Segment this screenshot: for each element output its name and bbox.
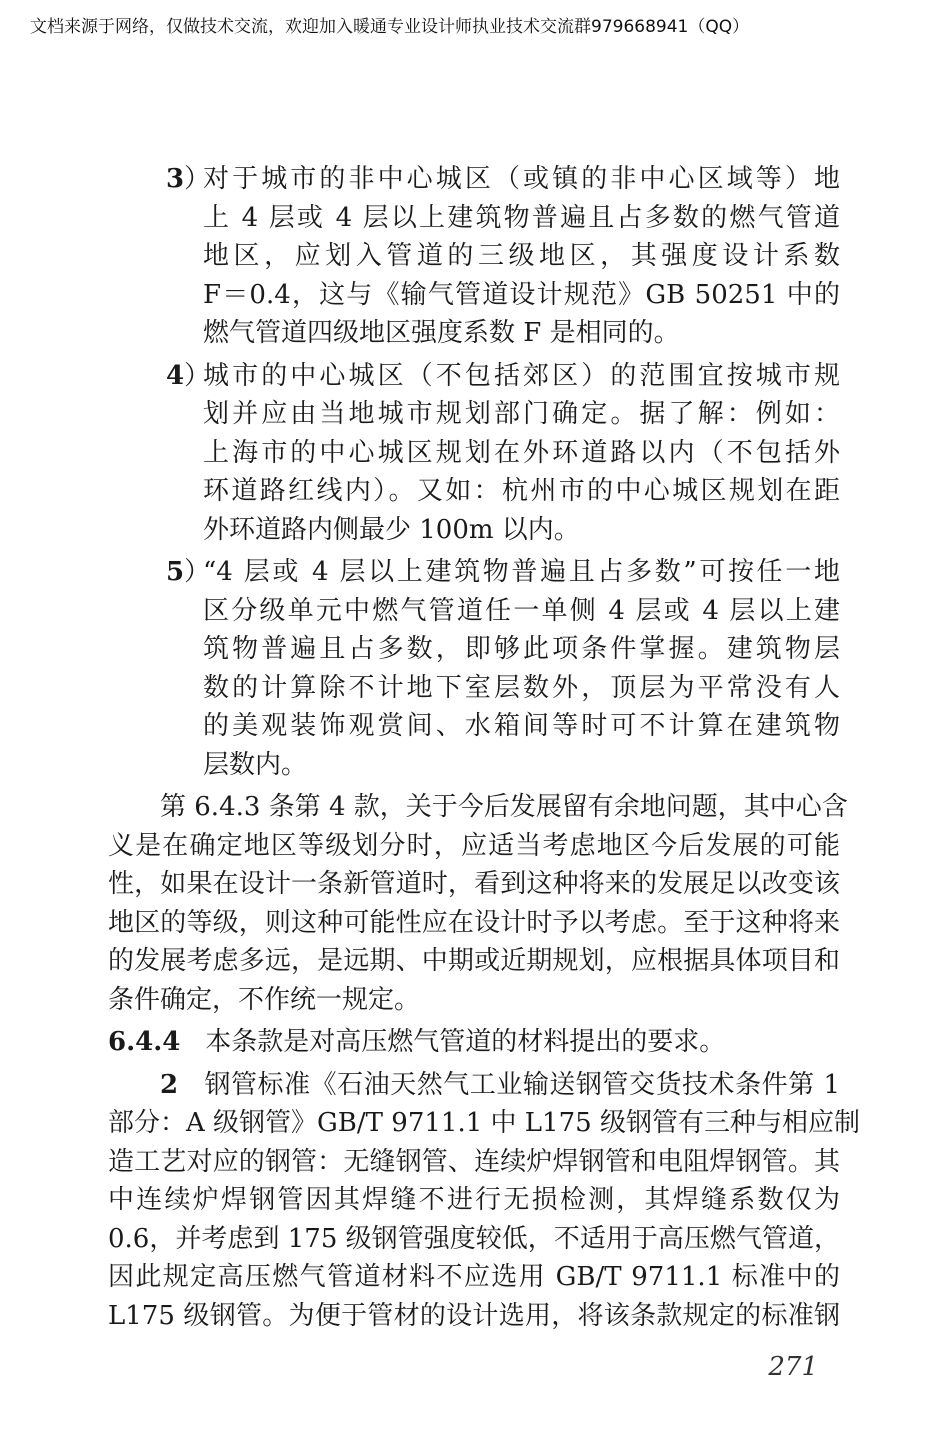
text-line: 筑物普遍且占多数，即够此项条件掌握。建筑物层 — [203, 634, 840, 664]
text-line: 上 4 层或 4 层以上建筑物普遍且占多数的燃气管道 — [203, 202, 840, 233]
text-line: 中连续炉焊钢管因其焊缝不进行无损检测，其焊缝系数仅为 — [108, 1185, 840, 1215]
text-line: 对于城市的非中心城区（或镇的非中心区域等）地 — [203, 164, 840, 194]
text-line: 0.6，并考虑到 175 级钢管强度较低，不适用于高压燃气管道， — [108, 1223, 840, 1254]
clause-2 — [108, 1066, 860, 1336]
text-line: 地区的等级，则这种可能性应在设计时予以考虑。至于这种将来 — [108, 907, 840, 938]
text-line: 外环道路内侧最少 100m 以内。 — [203, 514, 580, 545]
text-line: F＝0.4，这与《输气管道设计规范》GB 50251 中的 — [203, 279, 840, 310]
text-line: 数的计算除不计地下室层数外，顶层为平常没有人 — [203, 672, 840, 703]
text-line: 义是在确定地区等级划分时，应适当考虑地区今后发展的可能 — [108, 830, 840, 861]
page-number: 271 — [768, 1352, 818, 1382]
list-item-number: 4） — [166, 360, 211, 391]
header-watermark-note: 文档来源于网络，仅做技术交流，欢迎加入暖通专业设计师执业技术交流群979668941（QQ） — [30, 17, 750, 37]
text-line — [108, 1023, 840, 1062]
text-line: 性，如果在设计一条新管道时，看到这种将来的发展足以改变该 — [108, 869, 840, 899]
text-line: 条件确定，不作统一规定。 — [108, 984, 421, 1015]
text-line: 层数内。 — [203, 749, 308, 780]
list-item-number: 5） — [166, 557, 211, 587]
list-item-3 — [166, 160, 840, 353]
section-number: 6.4.4 — [108, 1027, 181, 1057]
text-line: 的美观装饰观赏间、水箱间等时可不计算在建筑物 — [203, 711, 840, 741]
page-body — [108, 160, 860, 1335]
text-line: 环道路红线内）。又如：杭州市的中心城区规划在距 — [203, 476, 840, 506]
paragraph-6-4-3 — [108, 788, 848, 1019]
text-line: 地区，应划入管道的三级地区，其强度设计系数 — [203, 241, 840, 271]
list-item-number: 3） — [166, 164, 211, 194]
text-line: 燃气管道四级地区强度系数 F 是相同的。 — [203, 318, 680, 348]
text-line: 上海市的中心城区规划在外环道路以内（不包括外 — [203, 437, 840, 468]
section-text: 本条款是对高压燃气管道的材料提出的要求。 — [205, 1027, 726, 1057]
text-line: 第 6.4.3 条第 4 款，关于今后发展留有余地问题，其中心含 — [160, 792, 848, 822]
text-line: 城市的中心城区（不包括郊区）的范围宜按城市规 — [203, 360, 840, 391]
list-item-4 — [166, 357, 840, 550]
text-line: 划并应由当地城市规划部门确定。据了解：例如： — [203, 399, 840, 429]
text-line: L175 级钢管。为便于管材的设计选用，将该条款规定的标准钢 — [108, 1300, 840, 1331]
text-line: 部分：A 级钢管》GB/T 9711.1 中 L175 级钢管有三种与相应制 — [108, 1108, 860, 1138]
text-line: 的发展考虑多远，是远期、中期或近期规划，应根据具体项目和 — [108, 946, 840, 976]
text-line: 造工艺对应的钢管：无缝钢管、连续炉焊钢管和电阻焊钢管。其 — [108, 1146, 840, 1177]
text-line: “4 层或 4 层以上建筑物普遍且占多数”可按任一地 — [203, 557, 840, 587]
text-line: 2 钢管标准《石油天然气工业输送钢管交货技术条件第 1 — [160, 1069, 841, 1100]
text-line: 因此规定高压燃气管道材料不应选用 GB/T 9711.1 标准中的 — [108, 1262, 840, 1292]
list-item-5 — [166, 553, 840, 784]
clause-number: 2 — [160, 1069, 179, 1100]
text-line: 区分级单元中燃气管道任一单侧 4 层或 4 层以上建 — [203, 595, 840, 626]
section-6-4-4 — [108, 1023, 840, 1062]
